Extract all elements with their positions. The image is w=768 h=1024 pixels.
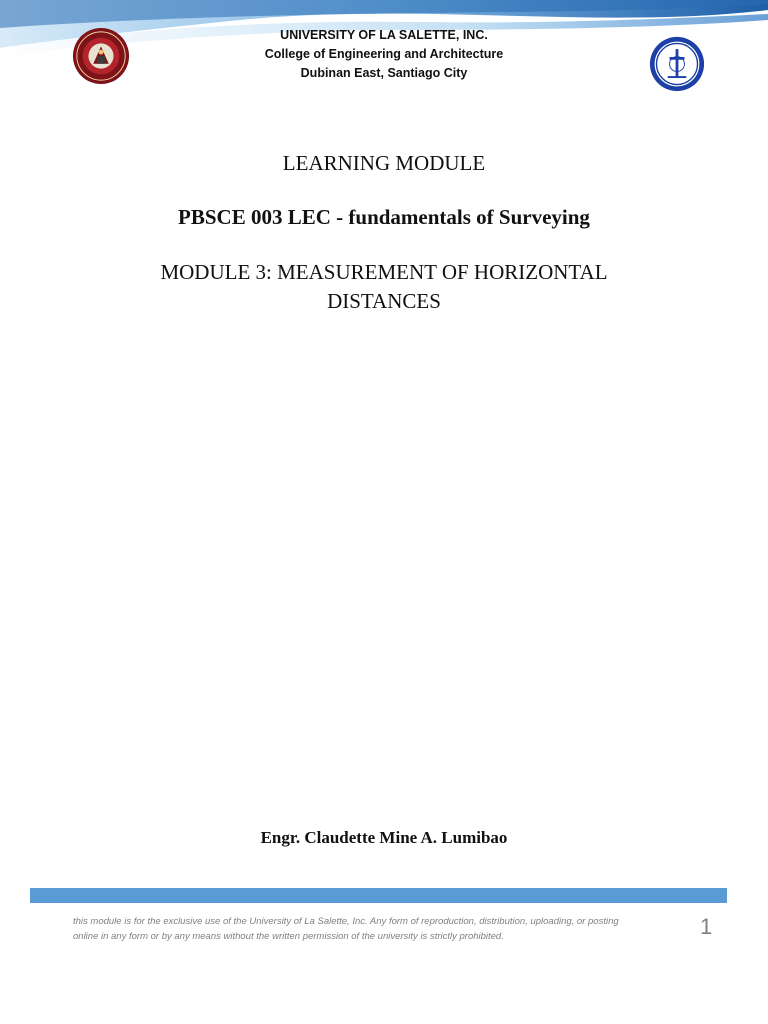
copyright-notice [73,914,683,944]
course-title: PBSCE 003 LEC - fundamentals of Surveying [178,205,590,229]
footer-bar [30,888,727,903]
page-number: 1 [700,914,713,939]
college-of-engineering-seal-icon [72,27,130,85]
copyright-notice-line-2: online in any form or by any means without the written permission of the university is strictly prohibited. [73,931,504,942]
institution-name: UNIVERSITY OF LA SALETTE, INC. [280,28,488,42]
institution-header [192,26,576,83]
module-title-line-2: DISTANCES [327,289,441,313]
author-name: Engr. Claudette Mine A. Lumibao [260,828,508,847]
module-title [100,258,668,316]
institution-address: Dubinan East, Santiago City [300,66,468,80]
university-seal-icon [649,36,705,92]
module-title-line-1: MODULE 3: MEASUREMENT OF HORIZONTAL [160,260,608,284]
title-block [100,150,668,316]
college-name: College of Engineering and Architecture [264,47,504,61]
document-type: LEARNING MODULE [282,151,486,175]
copyright-notice-line-1: this module is for the exclusive use of the University of La Salette, Inc. Any form of reproduction, distribution, uploading, or posting [73,916,619,927]
